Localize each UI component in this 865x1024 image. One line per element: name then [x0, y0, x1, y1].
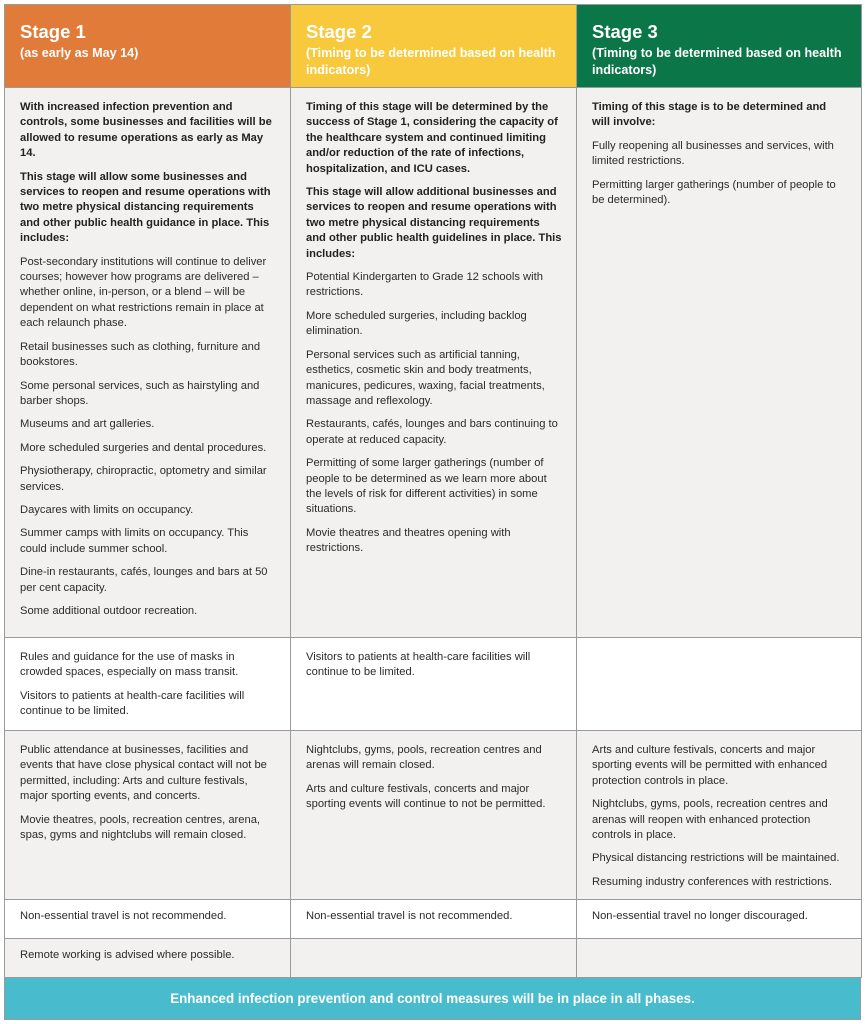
list-item: Potential Kindergarten to Grade 12 schools with restrictions. [306, 271, 543, 299]
list-item: Public attendance at businesses, facilities and events that have close physical contact will not be permitted, including: Arts and culture festivals, major sporting events, and concerts. [20, 744, 267, 803]
list-item: Summer camps with limits on occupancy. This could include summer school. [20, 527, 249, 555]
stage-3-gatherings-cell [577, 731, 862, 900]
relaunch-stages-table [4, 4, 862, 978]
stage-2-intro: This stage will allow additional businesses and services to reopen and resume operations with two metre physical distancing requirements and other public health guidelines in place. This includes: [306, 186, 562, 260]
stage-2-intro: Timing of this stage will be determined by the success of Stage 1, considering the capacity of the healthcare system and continued limiting and/or reduction of the rate of infections, hospitalization, and ICU cases. [306, 101, 558, 175]
list-item: Rules and guidance for the use of masks in crowded spaces, especially on mass transit. [20, 651, 239, 679]
stage-2-header [291, 5, 577, 88]
stage-3-health-care-cell [577, 638, 862, 731]
list-item: More scheduled surgeries, including backlog elimination. [306, 309, 527, 338]
stage-2-travel-cell: Non-essential travel is not recommended. [291, 900, 577, 939]
list-item: Physiotherapy, chiropractic, optometry and similar services. [20, 465, 267, 493]
reopening-row [5, 88, 862, 638]
list-item: Nightclubs, gyms, pools, recreation centres and arenas will reopen with enhanced protection controls in place. [592, 798, 828, 842]
list-item: Retail businesses such as clothing, furniture and bookstores. [20, 340, 261, 369]
list-item: Post-secondary institutions will continue to deliver courses; however how programs are delivered – whether online, in-person, or a blend – will be dependent on what restrictions remain in place at each relaunch phase. [20, 255, 267, 330]
stage-3-travel-cell: Non-essential travel no longer discouraged. [577, 900, 862, 939]
stage-1-intro: This stage will allow some businesses and services to reopen and resume operations with two metre physical distancing requirements and other public health guidance in place. This includes: [20, 170, 271, 245]
list-item: More scheduled surgeries and dental procedures. [20, 441, 267, 454]
stage-1-reopening-cell [5, 88, 291, 638]
list-item: Nightclubs, gyms, pools, recreation centres and arenas will remain closed. [306, 744, 542, 772]
list-item: Movie theatres, pools, recreation centres, arena, spas, gyms and nightclubs will remain closed. [20, 813, 261, 842]
list-item: Visitors to patients at health-care facilities will continue to be limited. [20, 689, 245, 718]
stage-3-title: Stage 3 [592, 21, 658, 42]
stage-3-remote-work-cell [577, 939, 862, 978]
list-item: Restaurants, cafés, lounges and bars continuing to operate at reduced capacity. [306, 418, 558, 446]
list-item: Daycares with limits on occupancy. [20, 503, 194, 516]
stage-1-header [5, 5, 291, 88]
stage-3-subtitle: (Timing to be determined based on health indicators) [592, 46, 842, 77]
list-item: Some additional outdoor recreation. [20, 604, 198, 617]
list-item: Dine-in restaurants, cafés, lounges and bars at 50 per cent capacity. [20, 566, 268, 594]
list-item: Arts and culture festivals, concerts and major sporting events will be permitted with enhanced protection controls in place. [592, 744, 828, 787]
gatherings-row [5, 731, 862, 900]
stage-2-health-care-cell [291, 638, 577, 731]
remote-work-row [5, 939, 862, 978]
list-item: Permitting of some larger gatherings (number of people to be determined as we learn more about the levels of risk for different activities) in some situations. [306, 457, 547, 516]
list-item: Arts and culture festivals, concerts and major sporting events will continue to not be permitted. [306, 782, 546, 811]
list-item: Physical distancing restrictions will be maintained. [592, 852, 840, 865]
stage-1-remote-work-cell: Remote working is advised where possible. [5, 939, 291, 978]
list-item: Some personal services, such as hairstyling and barber shops. [20, 379, 260, 407]
stage-2-title: Stage 2 [306, 21, 372, 42]
stage-3-intro: Timing of this stage is to be determined and will involve: [592, 101, 827, 129]
stage-1-subtitle: (as early as May 14) [20, 46, 139, 60]
stage-1-travel-cell: Non-essential travel is not recommended. [5, 900, 291, 939]
stage-1-intro: With increased infection prevention and controls, some businesses and facilities will be allowed to resume operations as early as May 14. [20, 101, 272, 160]
stage-1-title: Stage 1 [20, 21, 86, 42]
stage-2-gatherings-cell [291, 731, 577, 900]
list-item: Fully reopening all businesses and services, with limited restrictions. [592, 139, 834, 168]
stage-2-subtitle: (Timing to be determined based on health indicators) [306, 46, 556, 77]
list-item: Permitting larger gatherings (number of people to be determined). [592, 178, 836, 207]
footer-banner: Enhanced infection prevention and control measures will be in place in all phases. [4, 978, 861, 1020]
stage-3-reopening-cell [577, 88, 862, 638]
stage-2-remote-work-cell [291, 939, 577, 978]
list-item: Resuming industry conferences with restrictions. [592, 875, 833, 888]
travel-row [5, 900, 862, 939]
stage-1-gatherings-cell [5, 731, 291, 900]
list-item: Visitors to patients at health-care facilities will continue to be limited. [306, 651, 531, 679]
stage-1-health-care-cell [5, 638, 291, 731]
list-item: Museums and art galleries. [20, 418, 155, 431]
relaunch-stages-table-wrapper [4, 4, 861, 1020]
header-row [5, 5, 862, 88]
stage-3-header [577, 5, 862, 88]
stage-2-reopening-cell [291, 88, 577, 638]
health-care-row [5, 638, 862, 731]
list-item: Movie theatres and theatres opening with restrictions. [306, 526, 511, 555]
list-item: Personal services such as artificial tanning, esthetics, cosmetic skin and body treatments, manicures, pedicures, waxing, facial treatments, massage and reflexology. [306, 348, 545, 407]
